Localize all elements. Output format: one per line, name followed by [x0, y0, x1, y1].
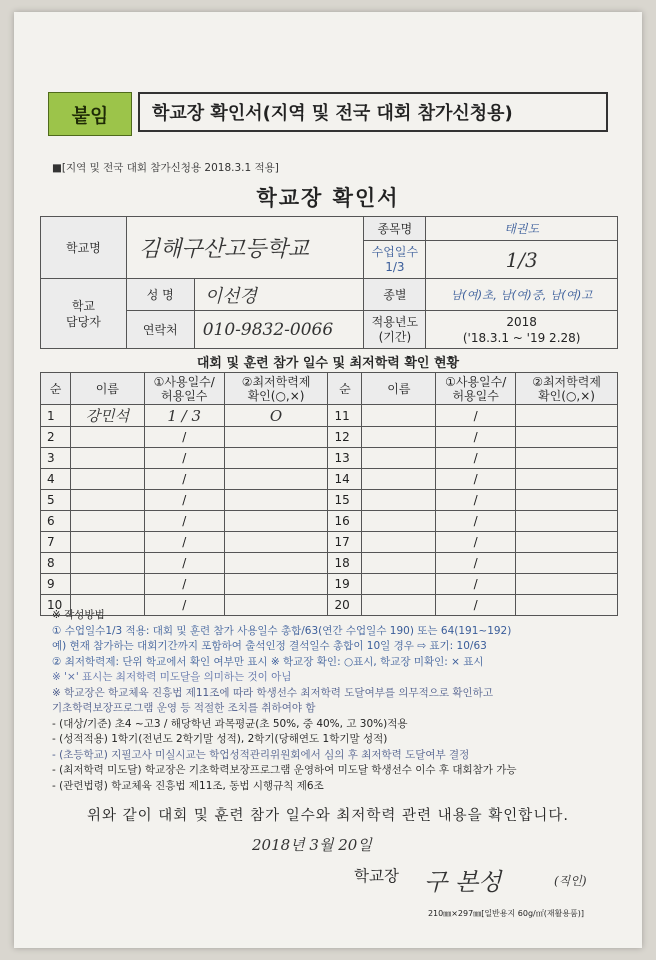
row-no: 14 [328, 469, 362, 490]
instruction-line: - (초등학교) 지필고사 미실시교는 학업성적관리위원회에서 심의 후 최저학력 도달여부 결정 [52, 748, 470, 761]
year-label-line1: 적용년도 [371, 314, 419, 329]
instruction-line: - (최저학력 미도달) 학교장은 기초학력보장프로그램 운영하여 미도달 학생선수 이수 후 대회참가 가능 [52, 764, 517, 776]
row-days[interactable]: / [436, 469, 516, 490]
days-label-line1: 수업일수 [371, 244, 419, 259]
row-days[interactable]: / [144, 595, 224, 616]
row-min[interactable] [516, 490, 618, 511]
gender-value[interactable]: 남(여)초, 남(여)중, 남(여)고 [426, 279, 618, 311]
status-title: 대회 및 훈련 참가 일수 및 최저학력 확인 현황 [196, 356, 460, 371]
instructions [52, 608, 622, 794]
row-name[interactable] [70, 511, 144, 532]
row-min[interactable] [224, 532, 328, 553]
row-min[interactable] [224, 553, 328, 574]
confirmation-statement: 위와 같이 대회 및 훈련 참가 일수와 최저학력 관련 내용을 확인합니다. [87, 808, 569, 824]
status-table [40, 372, 618, 616]
name-label: 성 명 [126, 279, 194, 311]
row-name[interactable] [362, 469, 436, 490]
table-row [41, 427, 618, 448]
school-label: 학교명 [41, 217, 127, 279]
year-value-line1: 2018 [506, 314, 537, 329]
row-min[interactable] [224, 490, 328, 511]
row-days[interactable]: / [144, 511, 224, 532]
days-label-line2: 1/3 [385, 259, 405, 274]
col-days-right [436, 373, 516, 405]
row-no: 1 [41, 405, 71, 427]
row-name[interactable] [362, 553, 436, 574]
row-days[interactable]: / [436, 511, 516, 532]
row-min[interactable] [516, 405, 618, 427]
row-no: 18 [328, 553, 362, 574]
teacher-label-line1: 학교 [71, 298, 95, 313]
col-days [144, 373, 224, 405]
row-min[interactable] [224, 427, 328, 448]
row-name[interactable] [70, 448, 144, 469]
col-days-right-line2: 허용일수 [452, 388, 499, 403]
row-days[interactable]: / [436, 405, 516, 427]
col-min [224, 373, 328, 405]
row-days[interactable]: / [436, 448, 516, 469]
table-row [41, 574, 618, 595]
row-no: 17 [328, 532, 362, 553]
instruction-line: 기초학력보장프로그램 운영 등 적절한 조치를 취하여야 함 [52, 702, 316, 714]
table-row [41, 448, 618, 469]
row-no: 2 [41, 427, 71, 448]
row-min[interactable] [224, 574, 328, 595]
row-name[interactable] [362, 405, 436, 427]
contact-value[interactable]: 010-9832-0066 [194, 311, 364, 349]
row-no: 19 [328, 574, 362, 595]
row-min[interactable] [516, 448, 618, 469]
instruction-line: ※ 학교장은 학교체육 진흥법 제11조에 따라 학생선수 최저학력 도달여부를 의무적으로 확인하고 [52, 686, 493, 699]
row-no: 13 [328, 448, 362, 469]
row-no: 4 [41, 469, 71, 490]
year-value-line2: ('18.3.1 ~ '19 2.28) [462, 330, 581, 345]
col-min-line2: 확인(○,×) [247, 388, 305, 403]
event-value[interactable]: 태권도 [426, 217, 618, 241]
col-min-line1: ②최저학력제 [241, 374, 311, 389]
instruction-line: - (성적적용) 1학기(전년도 2학기말 성적), 2학기(당해연도 1학기말 성적) [52, 733, 388, 745]
col-min-right-line2: 확인(○,×) [538, 388, 595, 403]
row-no: 20 [328, 595, 362, 616]
col-min-right-line1: ②최저학력제 [532, 374, 601, 389]
table-row [41, 405, 618, 427]
year-value [426, 311, 618, 349]
row-days[interactable]: / [144, 469, 224, 490]
row-no: 10 [41, 595, 71, 616]
year-label-line2: (기간) [378, 329, 412, 344]
principal-signature[interactable]: 구 본성 [424, 868, 502, 896]
row-min[interactable]: O [224, 405, 328, 427]
row-min[interactable] [224, 511, 328, 532]
row-min[interactable] [516, 469, 618, 490]
table-row [41, 532, 618, 553]
row-name[interactable] [362, 490, 436, 511]
row-days[interactable]: / [436, 595, 516, 616]
row-days[interactable]: / [144, 553, 224, 574]
col-name: 이름 [70, 373, 144, 405]
table-row [41, 553, 618, 574]
row-days[interactable]: / [436, 427, 516, 448]
row-no: 5 [41, 490, 71, 511]
row-name[interactable] [70, 553, 144, 574]
gender-label: 종별 [364, 279, 426, 311]
row-name[interactable] [70, 532, 144, 553]
teacher-name-value[interactable]: 이선경 [194, 279, 364, 311]
row-min[interactable] [516, 532, 618, 553]
row-min[interactable] [224, 469, 328, 490]
row-min[interactable] [516, 553, 618, 574]
row-no: 15 [328, 490, 362, 511]
days-value[interactable]: 1/3 [426, 241, 618, 279]
col-min-right [516, 373, 618, 405]
col-days-right-line1: ①사용일수/ [445, 374, 507, 389]
col-days-line2: 허용일수 [161, 388, 208, 403]
instruction-line: - (대상/기준) 초4 ~고3 / 해당학년 과목평균(초 50%, 중 40%, 고 30%)적용 [52, 717, 408, 730]
attachment-badge: 붙임 [48, 92, 132, 136]
row-no: 3 [41, 448, 71, 469]
teacher-label-line2: 담당자 [66, 314, 101, 329]
principal-label: 학교장 [354, 867, 399, 885]
row-name[interactable]: 강민석 [70, 405, 144, 427]
row-days[interactable]: 1 / 3 [144, 405, 224, 427]
col-days-line1: ①사용일수/ [153, 374, 215, 389]
row-name[interactable] [70, 574, 144, 595]
instruction-line: ※ 작성방법 [52, 609, 105, 621]
row-days[interactable]: / [436, 553, 516, 574]
row-days[interactable]: / [436, 532, 516, 553]
col-name-right: 이름 [362, 373, 436, 405]
instruction-line: ① 수업일수1/3 적용: 대회 및 훈련 참가 사용일수 총합/63(연간 수업일수 190) 또는 64(191~192) [52, 624, 512, 637]
col-no: 순 [41, 373, 71, 405]
row-days[interactable]: / [144, 532, 224, 553]
row-no: 12 [328, 427, 362, 448]
year-label [364, 311, 426, 349]
form-title: 학교장 확인서 [256, 186, 400, 210]
instruction-line: ※ '×' 표시는 최저학력 미도달을 의미하는 것이 아님 [52, 671, 292, 683]
paper-spec: 210㎜×297㎜[일반용지 60g/㎡(재활용품)] [427, 909, 584, 918]
school-name-value[interactable]: 김해구산고등학교 [126, 217, 364, 279]
row-name[interactable] [70, 490, 144, 511]
apply-date-line: ■[지역 및 전국 대회 참가신청용 2018.3.1 적용] [52, 162, 279, 174]
info-table [40, 216, 618, 349]
row-name[interactable] [362, 511, 436, 532]
row-no: 11 [328, 405, 362, 427]
table-row [41, 469, 618, 490]
row-days[interactable]: / [144, 448, 224, 469]
col-no-right: 순 [328, 373, 362, 405]
row-name[interactable] [362, 574, 436, 595]
days-label [364, 241, 426, 279]
row-no: 6 [41, 511, 71, 532]
row-name[interactable] [70, 427, 144, 448]
instruction-line: ② 최저학력제: 단위 학교에서 확인 여부만 표시 ※ 학교장 확인: ○표시, 학교장 미확인: × 표시 [52, 655, 484, 668]
table-row [41, 511, 618, 532]
row-name[interactable] [362, 448, 436, 469]
event-label: 종목명 [364, 217, 426, 241]
row-days[interactable]: / [144, 574, 224, 595]
row-days[interactable]: / [144, 490, 224, 511]
instruction-line: - (관련법령) 학교체육 진흥법 제11조, 동법 시행규칙 제6조 [52, 779, 324, 792]
row-days[interactable]: / [436, 490, 516, 511]
document-header-title: 학교장 확인서(지역 및 전국 대회 참가신청용) [138, 92, 608, 132]
instruction-line: 예) 현재 참가하는 대회기간까지 포함하여 출석인정 결석일수 총합이 10일 경우 ⇨ 표기: 10/63 [52, 640, 487, 652]
row-min[interactable] [224, 448, 328, 469]
teacher-label [41, 279, 127, 349]
row-no: 7 [41, 532, 71, 553]
table-row [41, 490, 618, 511]
row-name[interactable] [362, 427, 436, 448]
confirmation-date[interactable]: 2018년 3월 20일 [252, 836, 372, 854]
row-no: 8 [41, 553, 71, 574]
document-page [14, 12, 642, 948]
row-min[interactable] [516, 427, 618, 448]
row-min[interactable] [516, 574, 618, 595]
row-min[interactable] [516, 511, 618, 532]
row-days[interactable]: / [436, 574, 516, 595]
row-days[interactable]: / [144, 427, 224, 448]
row-name[interactable] [362, 532, 436, 553]
row-name[interactable] [70, 469, 144, 490]
seal-mark: (직인) [554, 874, 587, 888]
row-no: 16 [328, 511, 362, 532]
contact-label: 연락처 [126, 311, 194, 349]
row-no: 9 [41, 574, 71, 595]
